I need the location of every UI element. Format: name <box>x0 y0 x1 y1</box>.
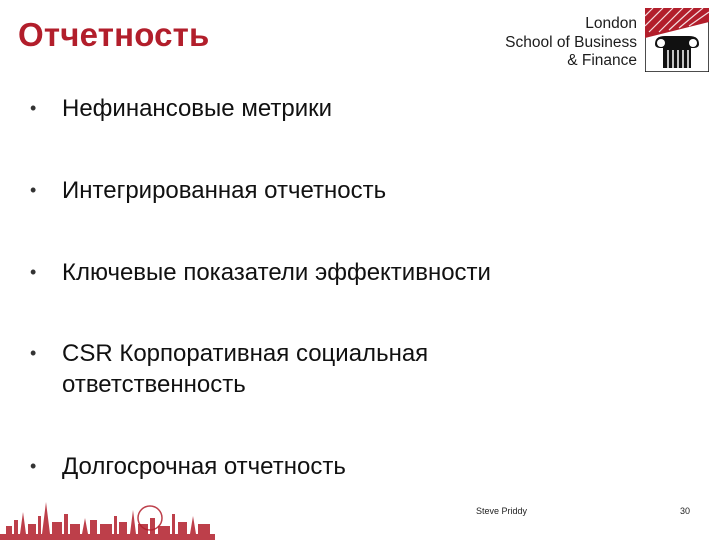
bullet-marker: • <box>30 180 37 200</box>
logo-line-1: London <box>585 15 637 32</box>
slide-title: Отчетность <box>18 16 210 53</box>
bullet-text: Нефинансовые метрики <box>62 95 333 122</box>
bullet-text: Ключевые показатели эффективности <box>62 259 491 286</box>
bullet-marker: • <box>30 262 37 282</box>
lsbf-logo <box>505 8 715 74</box>
page-number: 30 <box>680 506 691 516</box>
bullet-text: Долгосрочная отчетность <box>62 453 346 480</box>
logo-line-2: School of Business <box>505 33 637 51</box>
bullet-marker: • <box>30 98 37 118</box>
bullet-text: CSR Корпоративная социальная ответственность <box>62 340 429 398</box>
bullet-item <box>28 338 502 400</box>
bullet-item <box>28 451 622 482</box>
bullet-item <box>28 257 622 288</box>
bullet-item <box>28 93 622 124</box>
bullet-item <box>28 175 622 206</box>
bullet-marker: • <box>30 456 37 476</box>
logo-text <box>505 15 637 71</box>
column-capital-logo-icon <box>645 8 709 72</box>
footer-author: Steve Priddy <box>476 506 528 516</box>
bullet-marker: • <box>30 343 37 363</box>
london-skyline-icon <box>0 494 215 540</box>
bullet-text: Интегрированная отчетность <box>62 177 387 204</box>
logo-line-3: & Finance <box>567 52 637 69</box>
